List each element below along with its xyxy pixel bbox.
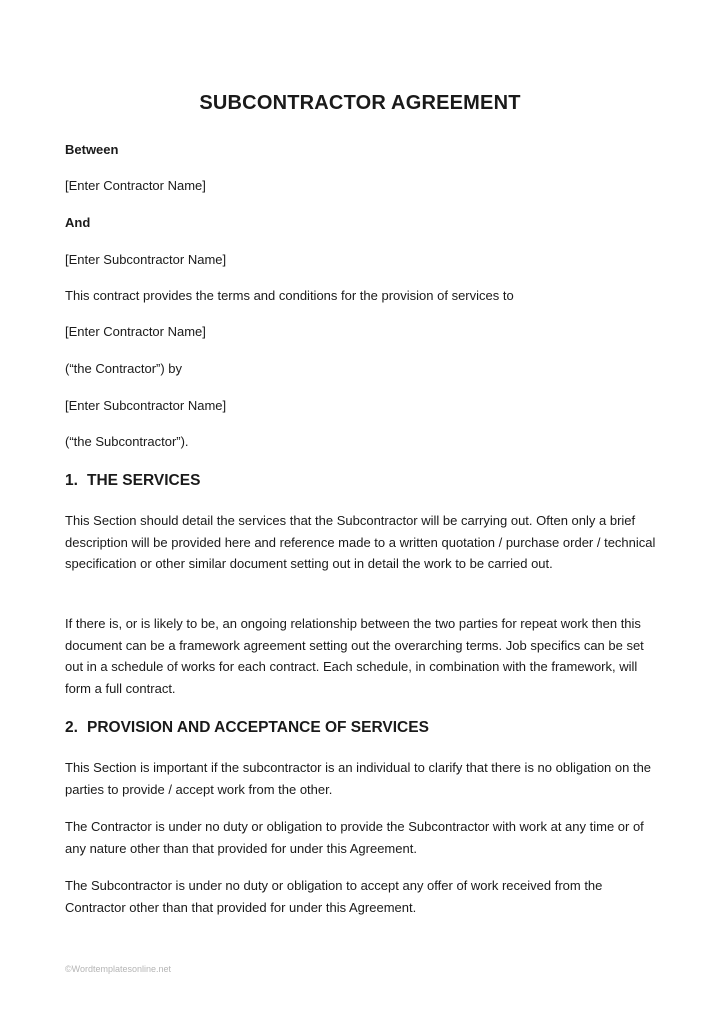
footer-watermark: ©Wordtemplatesonline.net [65,964,172,974]
provision-text: This contract provides the terms and conditions for the provision of services to [65,288,514,303]
between-label: Between [65,142,119,157]
section-2-number: 2. [65,719,78,736]
subcontractor-name-placeholder-2: [Enter Subcontractor Name] [65,398,227,413]
section-1-number: 1. [65,472,78,489]
section-2-paragraph-3: The Subcontractor is under no duty or obligation to accept any offer of work received from the Contractor other than that provided for under this Agreement. [65,878,603,915]
contractor-alias: (“the Contractor”) by [65,361,183,376]
section-1-paragraph-2: If there is, or is likely to be, an ongoing relationship between the two parties for repeat work then this document can be a framework agreement setting out the overarching terms. Job specifics can be set out in a schedule of works for each contract. Each schedule, in combination with the framework, will form a full contract. [65,616,644,696]
section-1-heading [65,472,200,490]
document-title: SUBCONTRACTOR AGREEMENT [199,92,521,114]
section-2-heading [65,719,429,737]
section-2-title: PROVISION AND ACCEPTANCE OF SERVICES [87,719,429,736]
and-label: And [65,215,91,230]
section-1-title: THE SERVICES [87,472,201,489]
section-2-paragraph-1: This Section is important if the subcontractor is an individual to clarify that there is no obligation on the parties to provide / accept work from the other. [65,760,652,797]
subcontractor-name-placeholder: [Enter Subcontractor Name] [65,252,227,267]
subcontractor-alias: (“the Subcontractor”). [65,434,189,449]
contractor-name-placeholder: [Enter Contractor Name] [65,178,206,193]
contractor-name-placeholder-2: [Enter Contractor Name] [65,324,206,339]
section-1-paragraph-1: This Section should detail the services that the Subcontractor will be carrying out. Often only a brief description will be provided here and reference made to a written quotation / purchase order / technical specification or other similar document setting out in detail the work to be carried out. [65,513,656,571]
section-2-paragraph-2: The Contractor is under no duty or obligation to provide the Subcontractor with work at any time or of any nature other than that provided for under this Agreement. [65,819,644,856]
